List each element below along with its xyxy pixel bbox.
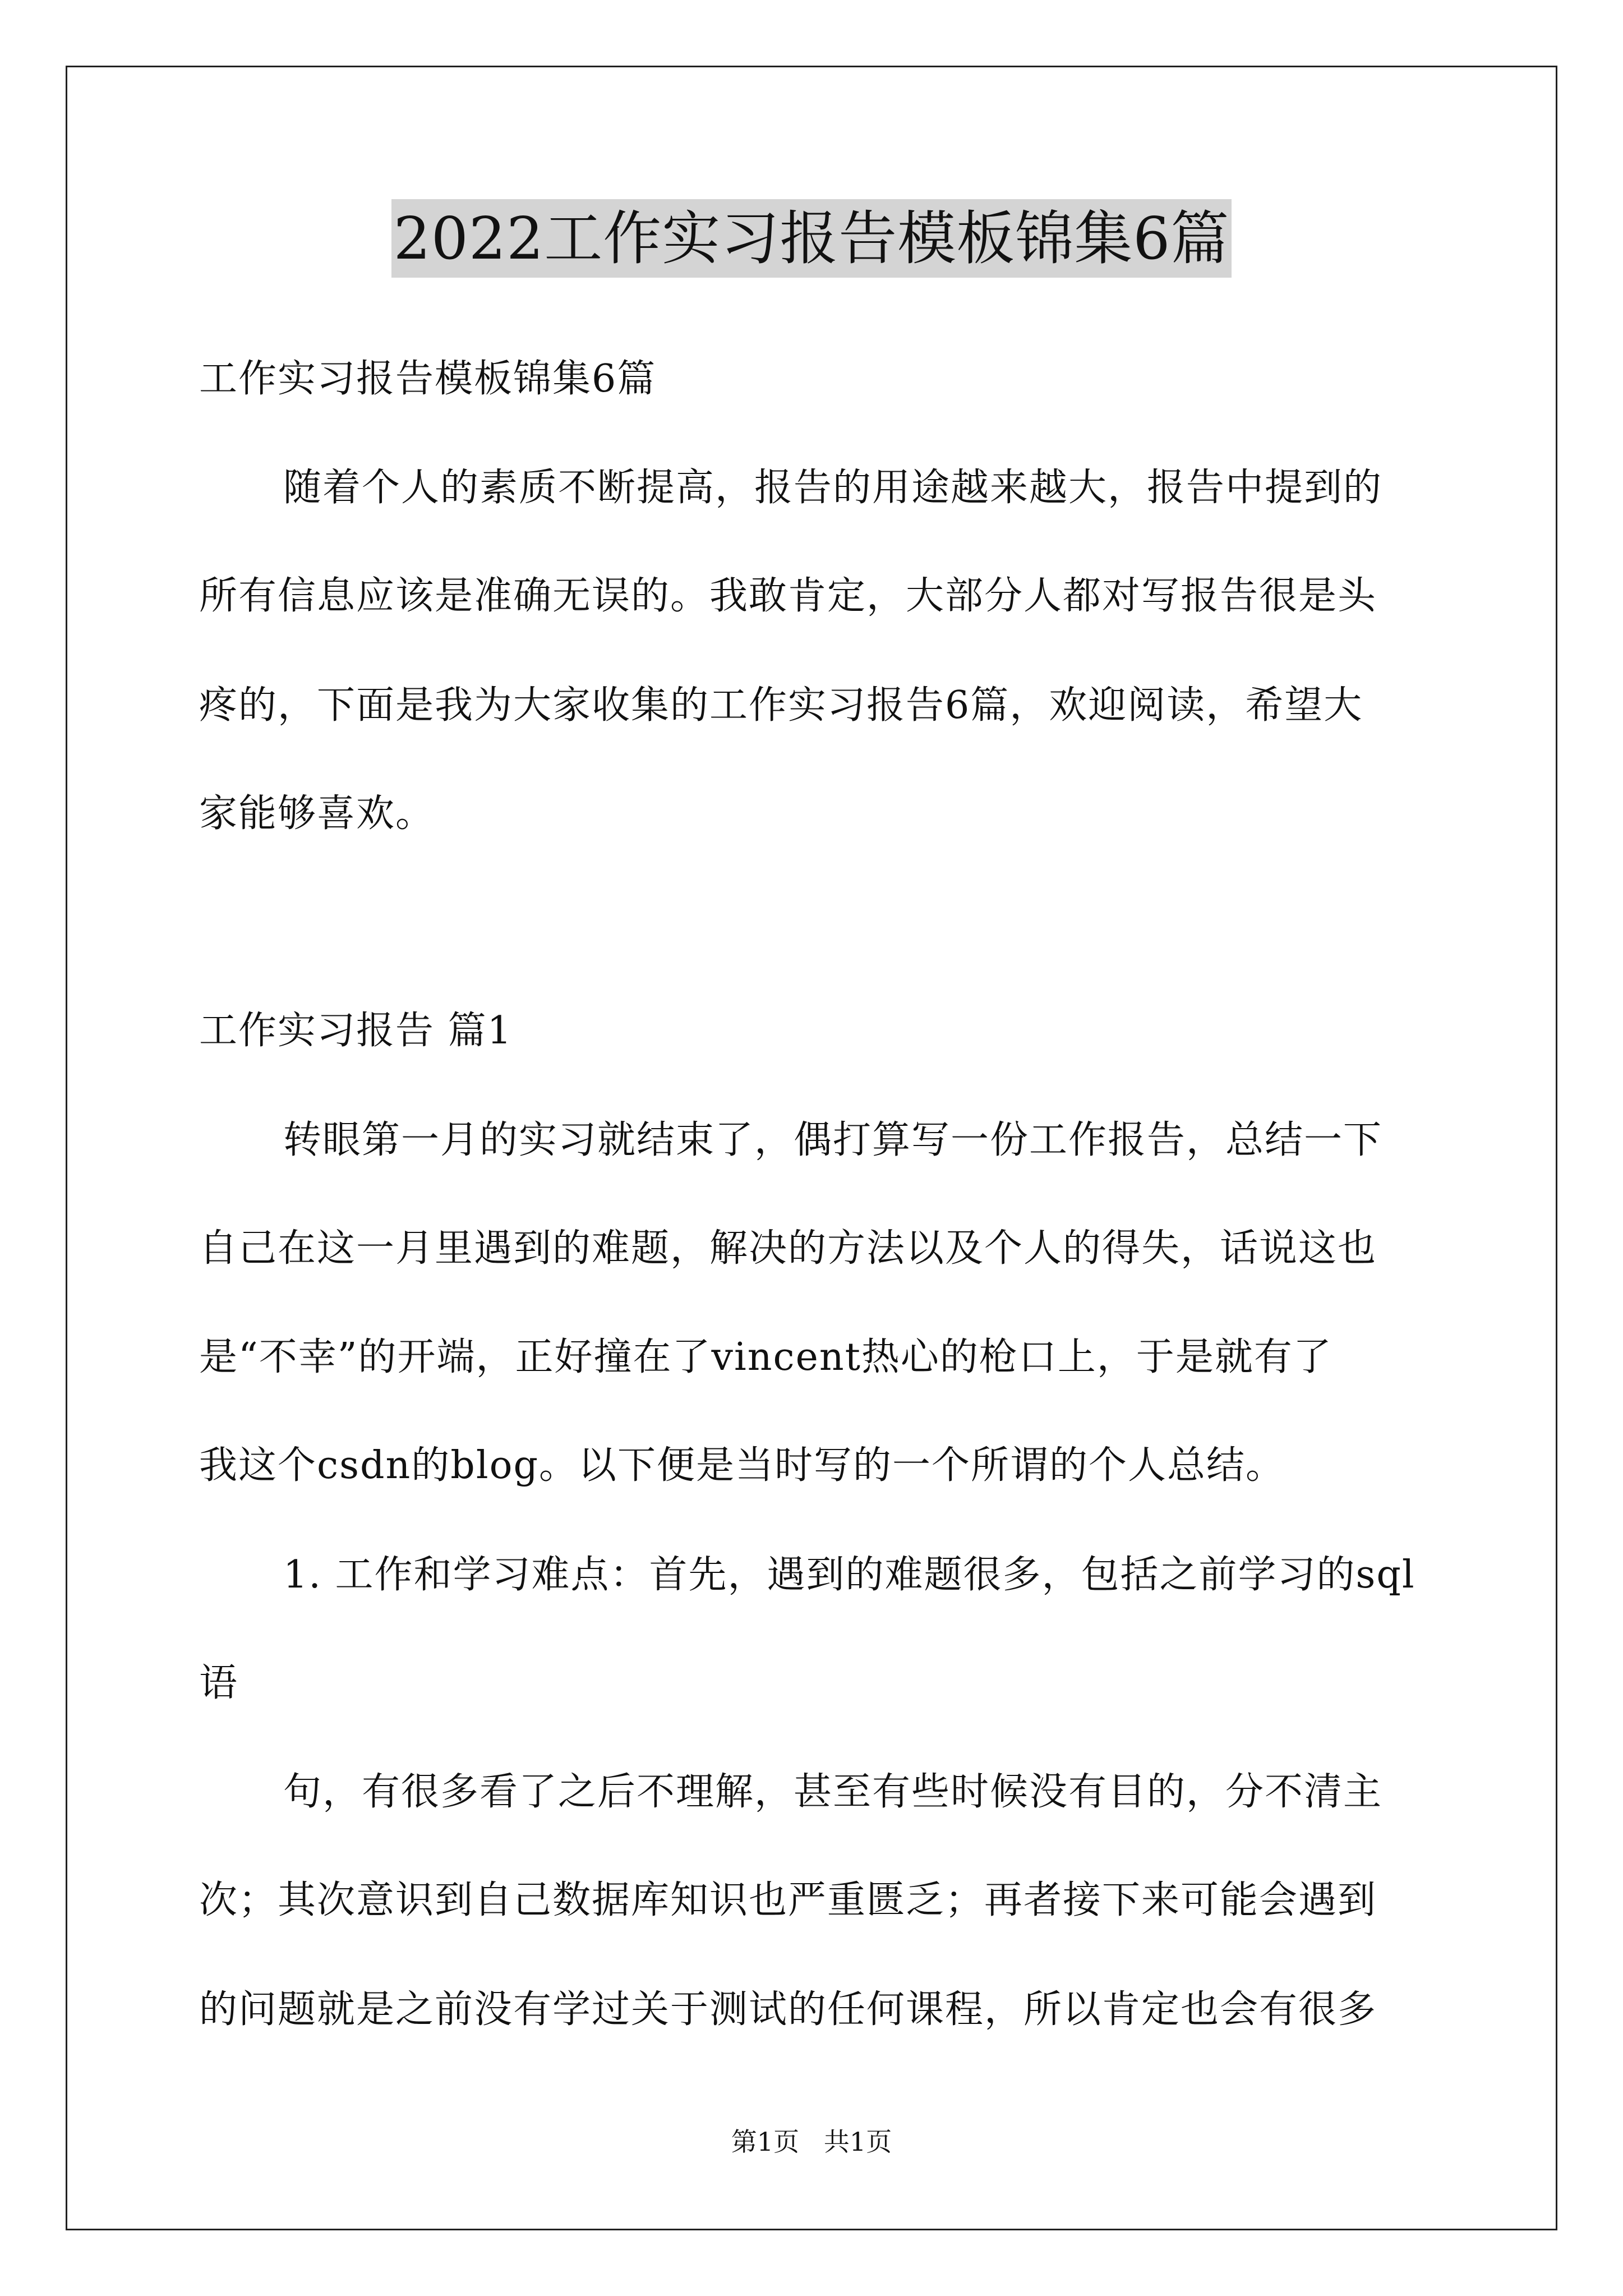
- para3-line-3: 的问题就是之前没有学过关于测试的任何课程，所以肯定也会有很多: [199, 1987, 1377, 2032]
- intro-line-4: 家能够喜欢。: [199, 792, 435, 836]
- intro-line-1: 随着个人的素质不断提高，报告的用途越来越大，报告中提到的: [283, 466, 1383, 510]
- para1-line-1: 转眼第一月的实习就结束了，偶打算写一份工作报告，总结一下: [283, 1118, 1383, 1162]
- intro-line-2: 所有信息应该是准确无误的。我敢肯定，大部分人都对写报告很是头: [199, 574, 1377, 618]
- para2-line-1: 1. 工作和学习难点：首先，遇到的难题很多，包括之前学习的sql: [283, 1553, 1415, 1597]
- document-subtitle: 工作实习报告模板锦集6篇: [199, 357, 657, 401]
- title-container: [0, 199, 1623, 278]
- para1-line-2: 自己在这一月里遇到的难题，解决的方法以及个人的得失，话说这也: [199, 1226, 1377, 1271]
- para1-line-4: 我这个csdn的blog。以下便是当时写的一个所谓的个人总结。: [199, 1443, 1285, 1488]
- page-number-footer: 第1页 共1页: [731, 2127, 892, 2157]
- document-title: 2022工作实习报告模板锦集6篇: [391, 199, 1232, 278]
- para1-line-3: 是“不幸”的开端，正好撞在了vincent热心的枪口上，于是就有了: [199, 1335, 1332, 1379]
- section-heading: 工作实习报告 篇1: [199, 1009, 513, 1053]
- para3-line-2: 次；其次意识到自己数据库知识也严重匮乏；再者接下来可能会遇到: [199, 1878, 1377, 1922]
- intro-line-3: 疼的，下面是我为大家收集的工作实习报告6篇，欢迎阅读，希望大: [199, 683, 1363, 728]
- para2-line-2: 语: [199, 1661, 239, 1705]
- para3-line-1: 句，有很多看了之后不理解，甚至有些时候没有目的，分不清主: [283, 1770, 1383, 1814]
